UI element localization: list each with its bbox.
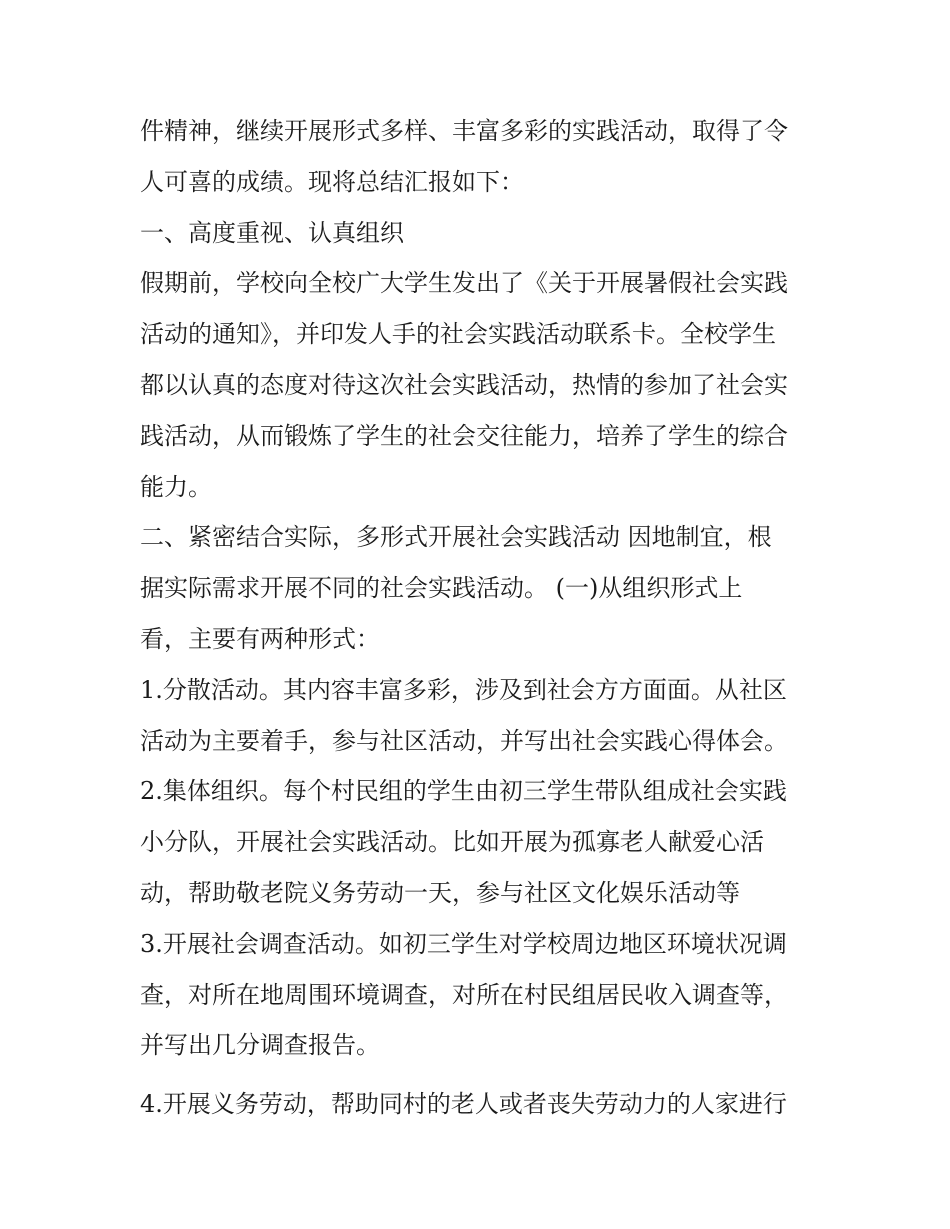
text-line: 活动的通知》，并印发人手的社会实践活动联系卡。全校学生 (140, 320, 776, 349)
text-line: 小分队，开展社会实践活动。比如开展为孤寡老人献爱心活 (140, 828, 764, 857)
text-line: 查，对所在地周围环境调查，对所在村民组居民收入调查等， (140, 980, 788, 1009)
paragraph-gap (140, 1071, 820, 1079)
text-line: 能力。 (140, 472, 212, 501)
list-item: 1.分散活动。其内容丰富多彩，涉及到社会方方面面。从社区 (140, 675, 787, 704)
text-line: 人可喜的成绩。现将总结汇报如下： (140, 167, 524, 196)
list-item: 3.开展社会调查活动。如初三学生对学校周边地区环境状况调 (140, 929, 787, 958)
text-line: 件精神，继续开展形式多样、丰富多彩的实践活动，取得了令 (140, 117, 788, 145)
text-line: 看，主要有两种形式： (140, 624, 380, 653)
text-line: 据实际需求开展不同的社会实践活动。 (一)从组织形式上 (140, 574, 743, 603)
section-heading: 二、紧密结合实际，多形式开展社会实践活动 因地制宜，根 (140, 523, 772, 552)
document-body (140, 106, 820, 1130)
text-line: 动，帮助敬老院义务劳动一天，参与社区文化娱乐活动等 (140, 878, 740, 907)
text-line: 活动为主要着手，参与社区活动，并写出社会实践心得体会。 (140, 726, 788, 755)
text-line: 并写出几分调查报告。 (140, 1031, 380, 1060)
list-item: 2.集体组织。每个村民组的学生由初三学生带队组成社会实践 (140, 777, 787, 806)
text-line: 践活动，从而锻炼了学生的社会交往能力，培养了学生的综合 (140, 421, 788, 450)
section-heading: 一、高度重视、认真组织 (140, 218, 404, 247)
text-line: 都以认真的态度对待这次社会实践活动，热情的参加了社会实 (140, 370, 788, 399)
text-line: 假期前，学校向全校广大学生发出了《关于开展暑假社会实践 (140, 269, 788, 298)
list-item: 4.开展义务劳动，帮助同村的老人或者丧失劳动力的人家进行 (140, 1090, 787, 1119)
